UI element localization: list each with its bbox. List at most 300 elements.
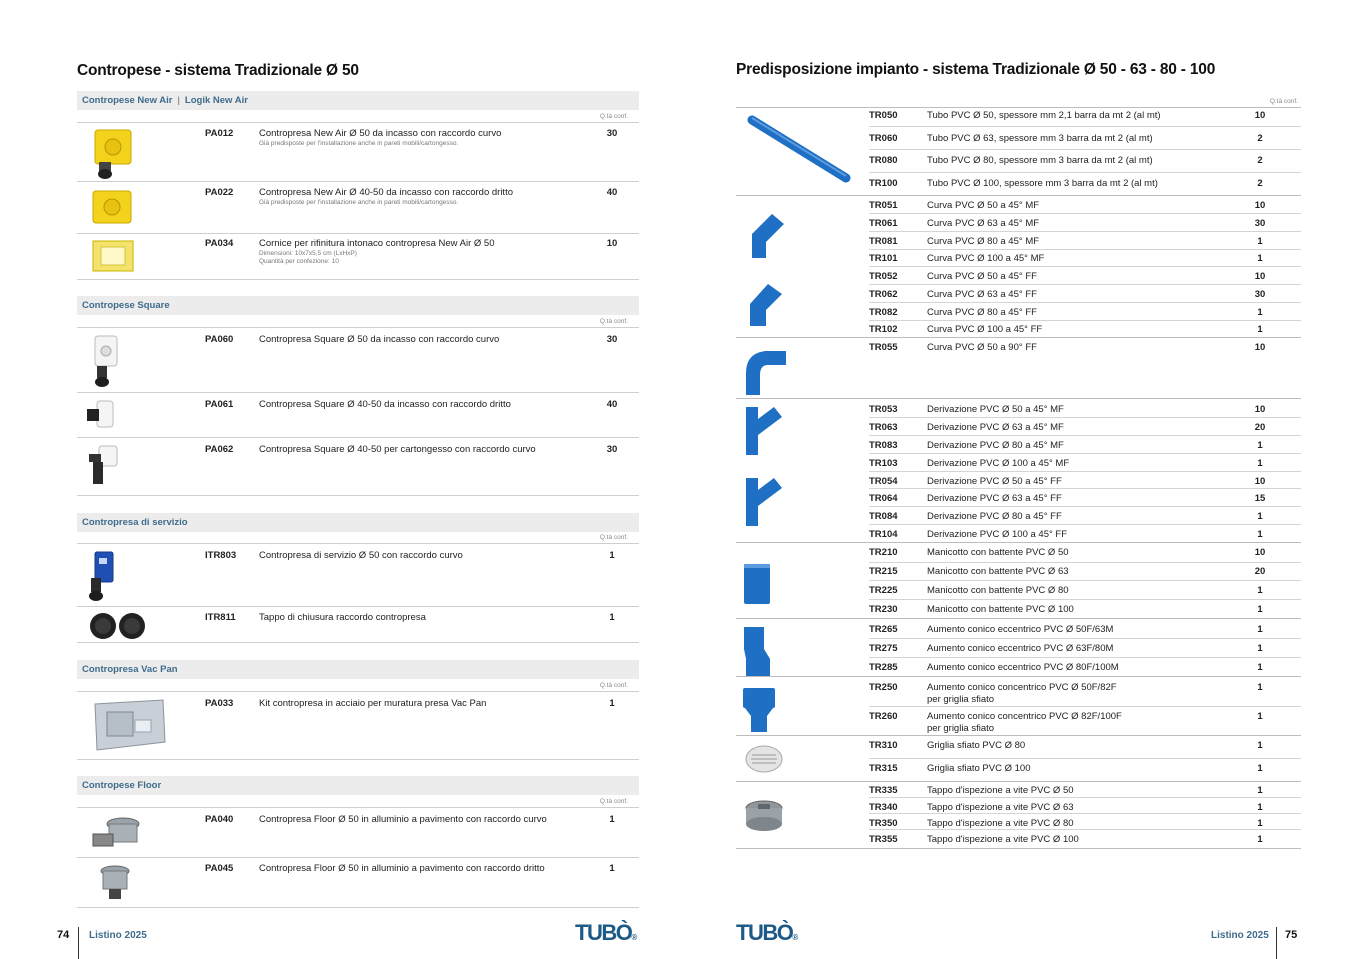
divider bbox=[869, 284, 1301, 285]
product-description bbox=[927, 802, 1227, 814]
product-qty: 10 bbox=[1254, 404, 1266, 415]
product-description bbox=[927, 458, 1227, 470]
right-page bbox=[678, 0, 1356, 959]
product-qty: 1 bbox=[609, 863, 615, 874]
product-note: Già predisposte per l'installazione anche in pareti mobili/cartongesso. bbox=[259, 198, 459, 206]
product-description: Contropresa di servizio Ø 50 con raccordo curvo bbox=[259, 550, 463, 561]
product-note: Dimensioni: 10x7x5,5 cm (LxHxP) bbox=[259, 249, 357, 257]
page-title: Contropese - sistema Tradizionale Ø 50 bbox=[77, 62, 359, 79]
product-desc-text: Curva PVC Ø 50 a 45° FF bbox=[927, 271, 1037, 282]
page-number: 75 bbox=[1285, 929, 1298, 941]
divider bbox=[77, 495, 639, 496]
product-description bbox=[927, 253, 1227, 265]
divider bbox=[77, 233, 639, 234]
page-number: 74 bbox=[57, 929, 70, 941]
table-row bbox=[869, 155, 1301, 171]
section-title: Logik New Air bbox=[184, 95, 248, 106]
product-qty: 2 bbox=[1257, 178, 1263, 189]
product-description bbox=[927, 110, 1227, 122]
product-code: TR064 bbox=[869, 493, 898, 504]
table-row bbox=[869, 682, 1301, 705]
product-code: PA040 bbox=[205, 814, 234, 825]
product-qty: 30 bbox=[606, 128, 618, 139]
product-code: ITR803 bbox=[205, 550, 237, 561]
product-code: TR082 bbox=[869, 307, 898, 318]
reducer-concentric-icon bbox=[741, 686, 777, 734]
product-qty: 1 bbox=[1257, 818, 1263, 829]
product-code: PA022 bbox=[205, 187, 234, 198]
logo-text: TUBÒ bbox=[736, 920, 793, 945]
divider bbox=[77, 279, 639, 280]
product-code: TR061 bbox=[869, 218, 898, 229]
product-qty: 1 bbox=[1257, 307, 1263, 318]
divider bbox=[869, 249, 1301, 250]
product-qty: 1 bbox=[1257, 236, 1263, 247]
inspection-cap-icon bbox=[744, 798, 784, 834]
divider bbox=[736, 781, 1301, 782]
product-qty: 1 bbox=[1257, 802, 1263, 813]
section-title: Contropese New Air bbox=[82, 95, 173, 106]
table-row bbox=[869, 178, 1301, 194]
product-description bbox=[927, 289, 1227, 301]
product-qty: 10 bbox=[1254, 476, 1266, 487]
product-description bbox=[259, 128, 549, 148]
brand-logo bbox=[575, 920, 636, 946]
product-row bbox=[77, 814, 639, 856]
divider bbox=[869, 599, 1301, 600]
product-desc-text: Derivazione PVC Ø 50 a 45° MF bbox=[927, 404, 1064, 415]
product-description bbox=[927, 476, 1227, 488]
product-desc-text: Griglia sfiato PVC Ø 100 bbox=[927, 763, 1031, 774]
product-desc-text: Manicotto con battente PVC Ø 100 bbox=[927, 604, 1074, 615]
product-code: TR350 bbox=[869, 818, 898, 829]
product-row bbox=[77, 128, 639, 180]
product-qty: 20 bbox=[1254, 566, 1266, 577]
product-code: PA045 bbox=[205, 863, 234, 874]
product-code: PA062 bbox=[205, 444, 234, 455]
product-qty: 1 bbox=[1257, 785, 1263, 796]
product-qty: 1 bbox=[1257, 253, 1263, 264]
product-qty: 1 bbox=[609, 814, 615, 825]
product-code: TR335 bbox=[869, 785, 898, 796]
divider bbox=[869, 266, 1301, 267]
product-description bbox=[927, 604, 1227, 616]
product-qty: 2 bbox=[1257, 155, 1263, 166]
product-description bbox=[927, 218, 1227, 230]
product-desc-text: Tubo PVC Ø 100, spessore mm 3 barra da mt 2 (al mt) bbox=[927, 178, 1158, 189]
divider bbox=[869, 813, 1301, 814]
qty-column-label: Q.tà conf. bbox=[599, 113, 628, 120]
logo-mark: ® bbox=[631, 933, 636, 942]
divider bbox=[869, 829, 1301, 830]
product-row bbox=[77, 444, 639, 494]
product-description bbox=[927, 422, 1227, 434]
product-desc-text: Derivazione PVC Ø 63 a 45° FF bbox=[927, 493, 1062, 504]
square-curved-icon bbox=[77, 334, 147, 394]
divider bbox=[869, 149, 1301, 150]
product-qty: 1 bbox=[1257, 834, 1263, 845]
table-row bbox=[869, 476, 1301, 492]
product-desc-text: Curva PVC Ø 63 a 45° MF bbox=[927, 218, 1040, 229]
product-row bbox=[77, 698, 639, 758]
service-outlet-icon bbox=[77, 550, 147, 610]
product-qty: 30 bbox=[606, 334, 618, 345]
product-note: Già predisposte per l'installazione anche in pareti mobili/cartongesso. bbox=[259, 139, 459, 147]
divider bbox=[869, 417, 1301, 418]
product-description: Kit contropresa in acciaio per muratura presa Vac Pan bbox=[259, 698, 487, 709]
product-desc-text: Tappo d'ispezione a vite PVC Ø 63 bbox=[927, 802, 1074, 813]
divider bbox=[869, 488, 1301, 489]
divider bbox=[869, 758, 1301, 759]
divider bbox=[869, 638, 1301, 639]
product-description bbox=[259, 187, 549, 207]
footer-divider bbox=[1276, 927, 1277, 959]
product-desc-text: Aumento conico eccentrico PVC Ø 80F/100M bbox=[927, 662, 1119, 673]
product-row bbox=[77, 399, 639, 435]
product-qty: 1 bbox=[1257, 585, 1263, 596]
product-desc-text: Curva PVC Ø 100 a 45° MF bbox=[927, 253, 1045, 264]
table-row bbox=[869, 342, 1301, 358]
product-code: TR062 bbox=[869, 289, 898, 300]
section-header-servizio: Contropresa di servizio bbox=[77, 513, 639, 532]
divider bbox=[869, 320, 1301, 321]
divider bbox=[77, 606, 639, 607]
divider bbox=[869, 506, 1301, 507]
table-row bbox=[869, 785, 1301, 801]
product-row bbox=[77, 612, 639, 642]
product-description bbox=[927, 834, 1227, 846]
table-row bbox=[869, 802, 1301, 818]
product-qty: 40 bbox=[606, 187, 618, 198]
product-desc-text: Contropresa New Air Ø 40-50 da incasso con raccordo dritto bbox=[259, 187, 513, 198]
product-code: TR230 bbox=[869, 604, 898, 615]
product-code: TR215 bbox=[869, 566, 898, 577]
section-header-floor: Contropese Floor bbox=[77, 776, 639, 795]
product-description bbox=[927, 643, 1227, 655]
product-code: TR083 bbox=[869, 440, 898, 451]
product-code: TR055 bbox=[869, 342, 898, 353]
divider bbox=[869, 213, 1301, 214]
product-code: PA034 bbox=[205, 238, 234, 249]
product-qty: 1 bbox=[609, 612, 615, 623]
product-desc-text: Curva PVC Ø 50 a 90° FF bbox=[927, 342, 1037, 353]
brand-logo bbox=[736, 920, 797, 946]
product-desc-text: Manicotto con battente PVC Ø 50 bbox=[927, 547, 1069, 558]
product-description bbox=[927, 511, 1227, 523]
qty-column-label: Q.tà conf. bbox=[1269, 98, 1298, 105]
product-desc-text: Curva PVC Ø 80 a 45° FF bbox=[927, 307, 1037, 318]
product-qty: 20 bbox=[1254, 422, 1266, 433]
product-row bbox=[77, 334, 639, 392]
divider bbox=[869, 172, 1301, 173]
reducer-eccentric-icon bbox=[742, 625, 774, 679]
product-qty: 15 bbox=[1254, 493, 1266, 504]
product-qty: 1 bbox=[1257, 740, 1263, 751]
product-desc-text: Derivazione PVC Ø 80 a 45° MF bbox=[927, 440, 1064, 451]
product-desc-text: Curva PVC Ø 63 a 45° FF bbox=[927, 289, 1037, 300]
divider bbox=[77, 437, 639, 438]
product-desc-text: Aumento conico eccentrico PVC Ø 63F/80M bbox=[927, 643, 1114, 654]
product-description bbox=[927, 682, 1227, 705]
product-code: PA012 bbox=[205, 128, 234, 139]
product-desc-text: Contropresa New Air Ø 50 da incasso con raccordo curvo bbox=[259, 128, 502, 139]
qty-column-label: Q.tà conf. bbox=[599, 318, 628, 325]
pvc-pipe-icon bbox=[744, 112, 854, 188]
divider bbox=[869, 471, 1301, 472]
product-qty: 10 bbox=[1254, 547, 1266, 558]
product-description bbox=[927, 662, 1227, 674]
divider bbox=[736, 735, 1301, 736]
page-title: Predisposizione impianto - sistema Tradizionale Ø 50 - 63 - 80 - 100 bbox=[736, 61, 1216, 78]
product-description bbox=[927, 740, 1227, 752]
product-desc-text-2: per griglia sfiato bbox=[927, 693, 995, 705]
product-description bbox=[927, 178, 1227, 190]
product-code: TR275 bbox=[869, 643, 898, 654]
product-desc-text: Aumento conico eccentrico PVC Ø 50F/63M bbox=[927, 624, 1114, 635]
product-description bbox=[927, 711, 1227, 734]
divider bbox=[77, 122, 639, 123]
product-description: Tappo di chiusura raccordo contropresa bbox=[259, 612, 426, 623]
product-desc-text: Derivazione PVC Ø 80 a 45° FF bbox=[927, 511, 1062, 522]
product-description bbox=[927, 440, 1227, 452]
product-qty: 1 bbox=[1257, 529, 1263, 540]
product-desc-text: Tappo d'ispezione a vite PVC Ø 80 bbox=[927, 818, 1074, 829]
product-description bbox=[259, 238, 549, 267]
section-header-new-air bbox=[77, 91, 639, 110]
product-code: TR050 bbox=[869, 110, 898, 121]
product-desc-text: Tubo PVC Ø 50, spessore mm 2,1 barra da mt 2 (al mt) bbox=[927, 110, 1161, 121]
product-code: TR355 bbox=[869, 834, 898, 845]
product-code: PA033 bbox=[205, 698, 234, 709]
section-header-square: Contropese Square bbox=[77, 296, 639, 315]
product-qty: 1 bbox=[1257, 682, 1263, 693]
product-description bbox=[927, 493, 1227, 505]
table-row bbox=[869, 740, 1301, 756]
product-qty: 1 bbox=[1257, 458, 1263, 469]
product-row bbox=[77, 863, 639, 905]
product-description bbox=[927, 133, 1227, 145]
divider bbox=[869, 657, 1301, 658]
product-qty: 10 bbox=[1254, 342, 1266, 353]
table-row bbox=[869, 818, 1301, 834]
newair-box-curved-icon bbox=[77, 128, 147, 188]
product-code: TR060 bbox=[869, 133, 898, 144]
product-code: TR210 bbox=[869, 547, 898, 558]
product-desc-text: Griglia sfiato PVC Ø 80 bbox=[927, 740, 1026, 751]
table-row bbox=[869, 133, 1301, 149]
product-desc-text: Aumento conico concentrico PVC Ø 82F/100F bbox=[927, 711, 1122, 722]
product-description: Contropresa Square Ø 50 da incasso con raccordo curvo bbox=[259, 334, 500, 345]
product-description bbox=[927, 342, 1227, 354]
divider bbox=[736, 848, 1301, 849]
product-code: TR250 bbox=[869, 682, 898, 693]
product-description bbox=[927, 547, 1227, 559]
product-description bbox=[927, 566, 1227, 578]
product-desc-text: Manicotto con battente PVC Ø 63 bbox=[927, 566, 1069, 577]
product-description: Contropresa Square Ø 40-50 per cartongesso con raccordo curvo bbox=[259, 444, 536, 455]
product-description: Contropresa Square Ø 40-50 da incasso con raccordo dritto bbox=[259, 399, 511, 410]
section-header-vacpan: Contropresa Vac Pan bbox=[77, 660, 639, 679]
product-qty: 1 bbox=[1257, 763, 1263, 774]
divider bbox=[77, 181, 639, 182]
product-code: TR081 bbox=[869, 236, 898, 247]
divider bbox=[869, 524, 1301, 525]
product-qty: 1 bbox=[609, 550, 615, 561]
divider bbox=[869, 562, 1301, 563]
product-desc-text: Tappo d'ispezione a vite PVC Ø 100 bbox=[927, 834, 1079, 845]
product-qty: 30 bbox=[1254, 289, 1266, 300]
product-code: TR315 bbox=[869, 763, 898, 774]
frame-icon bbox=[77, 238, 147, 298]
footer-label: Listino 2025 bbox=[89, 930, 147, 941]
product-qty: 30 bbox=[1254, 218, 1266, 229]
product-row bbox=[77, 550, 639, 604]
footer-divider bbox=[78, 927, 79, 959]
divider bbox=[77, 642, 639, 643]
divider bbox=[77, 907, 639, 908]
divider bbox=[869, 453, 1301, 454]
wye-ff-icon bbox=[740, 476, 784, 528]
divider bbox=[77, 759, 639, 760]
logo-text: TUBÒ bbox=[575, 920, 632, 945]
divider bbox=[736, 542, 1301, 543]
product-qty: 1 bbox=[1257, 643, 1263, 654]
product-code: TR103 bbox=[869, 458, 898, 469]
qty-column-label: Q.tà conf. bbox=[599, 534, 628, 541]
product-description bbox=[927, 236, 1227, 248]
product-description bbox=[927, 200, 1227, 212]
product-desc-text: Derivazione PVC Ø 100 a 45° FF bbox=[927, 529, 1068, 540]
divider bbox=[736, 398, 1301, 399]
coupling-icon bbox=[742, 562, 772, 606]
product-row bbox=[77, 187, 639, 231]
product-code: TR054 bbox=[869, 476, 898, 487]
product-description: Contropresa Floor Ø 50 in alluminio a pavimento con raccordo curvo bbox=[259, 814, 547, 825]
product-qty: 30 bbox=[606, 444, 618, 455]
product-qty: 1 bbox=[1257, 604, 1263, 615]
table-row bbox=[869, 110, 1301, 126]
product-code: TR225 bbox=[869, 585, 898, 596]
product-note: Quantità per confezione: 10 bbox=[259, 258, 339, 265]
product-code: TR063 bbox=[869, 422, 898, 433]
product-qty: 10 bbox=[1254, 271, 1266, 282]
product-desc-text: Derivazione PVC Ø 100 a 45° MF bbox=[927, 458, 1070, 469]
product-desc-text: Curva PVC Ø 50 a 45° MF bbox=[927, 200, 1040, 211]
product-code: ITR811 bbox=[205, 612, 236, 623]
product-qty: 1 bbox=[1257, 440, 1263, 451]
product-desc-text: Tubo PVC Ø 80, spessore mm 3 barra da mt 2 (al mt) bbox=[927, 155, 1153, 166]
table-row bbox=[869, 763, 1301, 779]
product-desc-text: Curva PVC Ø 80 a 45° MF bbox=[927, 236, 1040, 247]
product-qty: 1 bbox=[1257, 624, 1263, 635]
product-qty: 10 bbox=[1254, 200, 1266, 211]
product-description bbox=[927, 818, 1227, 830]
product-qty: 1 bbox=[1257, 711, 1263, 722]
divider bbox=[77, 691, 639, 692]
product-code: TR080 bbox=[869, 155, 898, 166]
divider bbox=[869, 231, 1301, 232]
product-code: TR052 bbox=[869, 271, 898, 282]
product-code: TR310 bbox=[869, 740, 898, 751]
product-code: PA060 bbox=[205, 334, 234, 345]
divider bbox=[869, 580, 1301, 581]
divider bbox=[77, 807, 639, 808]
product-description bbox=[927, 785, 1227, 797]
product-qty: 1 bbox=[1257, 511, 1263, 522]
product-qty: 10 bbox=[1254, 110, 1266, 121]
elbow-45-ff-icon bbox=[742, 280, 790, 330]
product-description: Contropresa Floor Ø 50 in alluminio a pavimento con raccordo dritto bbox=[259, 863, 545, 874]
product-description bbox=[927, 324, 1227, 336]
product-qty: 10 bbox=[606, 238, 618, 249]
product-description bbox=[927, 271, 1227, 283]
product-qty: 40 bbox=[606, 399, 618, 410]
divider bbox=[736, 337, 1301, 338]
product-description bbox=[927, 763, 1227, 775]
product-qty: 2 bbox=[1257, 133, 1263, 144]
wye-mf-icon bbox=[740, 405, 784, 457]
product-description bbox=[927, 624, 1227, 636]
product-code: TR260 bbox=[869, 711, 898, 722]
divider bbox=[869, 797, 1301, 798]
product-desc-text: Manicotto con battente PVC Ø 80 bbox=[927, 585, 1069, 596]
divider bbox=[77, 857, 639, 858]
product-description bbox=[927, 155, 1227, 167]
product-desc-text: Tappo d'ispezione a vite PVC Ø 50 bbox=[927, 785, 1074, 796]
divider bbox=[736, 676, 1301, 677]
product-code: TR051 bbox=[869, 200, 898, 211]
product-description bbox=[927, 529, 1227, 541]
product-code: PA061 bbox=[205, 399, 234, 410]
product-code: TR102 bbox=[869, 324, 898, 335]
vent-grille-icon bbox=[744, 742, 784, 776]
qty-column-label: Q.tà conf. bbox=[599, 798, 628, 805]
divider bbox=[869, 706, 1301, 707]
product-description bbox=[927, 585, 1227, 597]
table-row bbox=[869, 547, 1301, 563]
product-code: TR100 bbox=[869, 178, 898, 189]
table-row bbox=[869, 711, 1301, 734]
product-code: TR340 bbox=[869, 802, 898, 813]
product-code: TR265 bbox=[869, 624, 898, 635]
product-qty: 1 bbox=[609, 698, 615, 709]
divider bbox=[736, 195, 1301, 196]
product-code: TR053 bbox=[869, 404, 898, 415]
product-code: TR285 bbox=[869, 662, 898, 673]
divider bbox=[77, 543, 639, 544]
product-description bbox=[927, 404, 1227, 416]
product-qty: 1 bbox=[1257, 324, 1263, 335]
qty-column-label: Q.tà conf. bbox=[599, 682, 628, 689]
product-desc-text: Curva PVC Ø 100 a 45° FF bbox=[927, 324, 1043, 335]
product-description bbox=[927, 307, 1227, 319]
product-desc-text: Derivazione PVC Ø 50 a 45° FF bbox=[927, 476, 1062, 487]
product-desc-text: Tubo PVC Ø 63, spessore mm 3 barra da mt 2 (al mt) bbox=[927, 133, 1153, 144]
product-desc-text: Aumento conico concentrico PVC Ø 50F/82F bbox=[927, 682, 1117, 693]
logo-mark: ® bbox=[792, 933, 797, 942]
divider bbox=[77, 392, 639, 393]
product-row bbox=[77, 238, 639, 278]
product-desc-text: Cornice per rifinitura intonaco contropresa New Air Ø 50 bbox=[259, 238, 495, 249]
product-qty: 1 bbox=[1257, 662, 1263, 673]
elbow-45-mf-icon bbox=[742, 208, 790, 260]
divider bbox=[869, 302, 1301, 303]
product-desc-text: Derivazione PVC Ø 63 a 45° MF bbox=[927, 422, 1064, 433]
product-desc-text-2: per griglia sfiato bbox=[927, 722, 995, 734]
divider bbox=[869, 126, 1301, 127]
product-code: TR104 bbox=[869, 529, 898, 540]
floor-straight-icon bbox=[77, 863, 147, 923]
